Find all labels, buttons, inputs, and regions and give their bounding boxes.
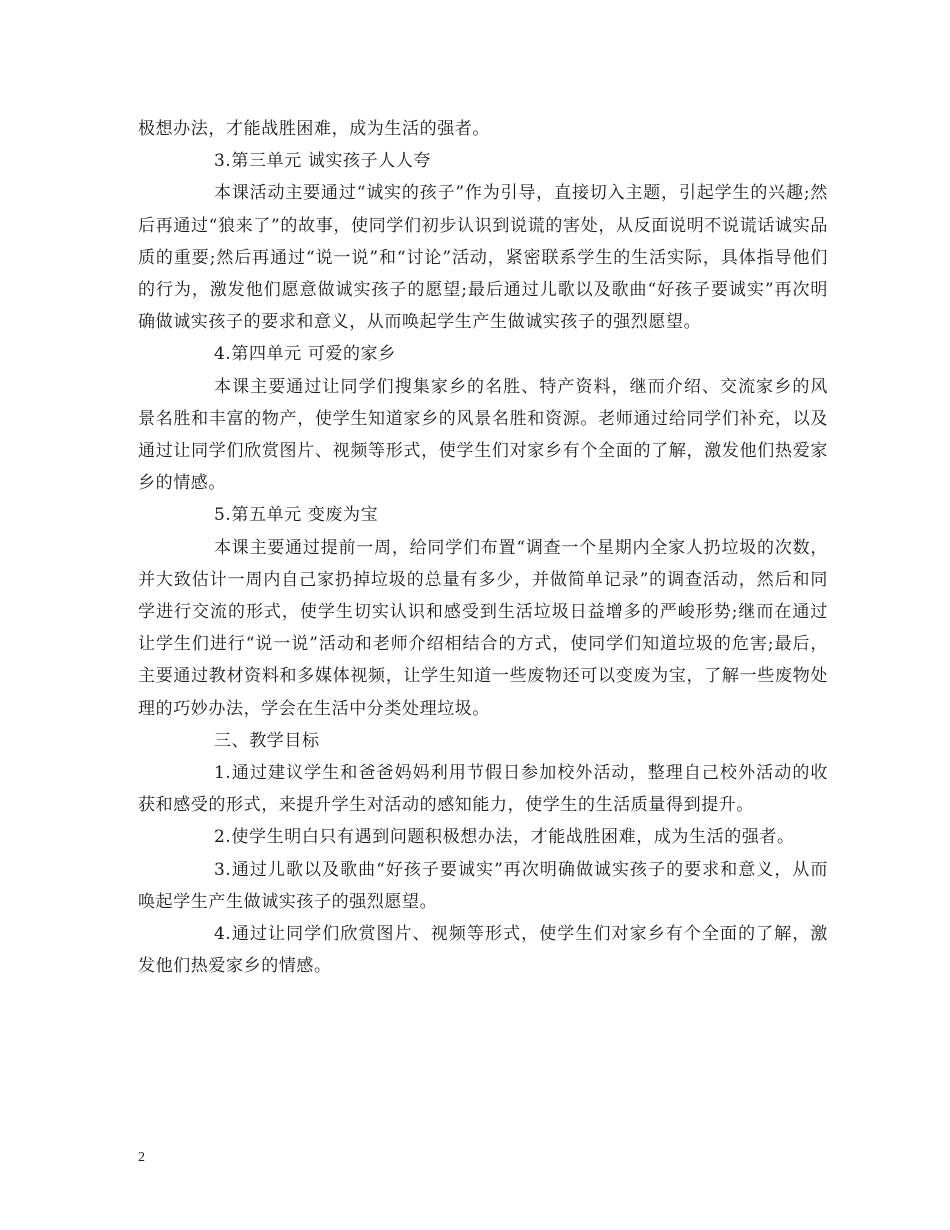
section-heading-unit-3: 3.第三单元 诚实孩子人人夸 [214, 151, 432, 172]
goal-item-3: 3.通过儿歌以及歌曲“好孩子要诚实”再次明确做诚实孩子的要求和意义，从而唤起学生产生做诚实孩子的强烈愿望。 [138, 859, 828, 912]
section-heading-unit-5: 5.第五单元 变废为宝 [214, 505, 379, 526]
document-body [138, 113, 828, 982]
goal-item-1: 1.通过建议学生和爸爸妈妈利用节假日参加校外活动，整理自己校外活动的收获和感受的形式，来提升学生对活动的感知能力，使学生的生活质量得到提升。 [138, 763, 828, 816]
paragraph-unit-4: 本课主要通过让同学们搜集家乡的名胜、特产资料，继而介绍、交流家乡的风景名胜和丰富的物产，使学生知道家乡的风景名胜和资源。老师通过给同学们补充，以及通过让同学们欣赏图片、视频等形式，使学生们对家乡有个全面的了解，激发他们热爱家乡的情感。 [138, 376, 828, 494]
paragraph-continuation: 极想办法，才能战胜困难，成为生活的强者。 [138, 119, 490, 139]
paragraph-unit-5: 本课主要通过提前一周，给同学们布置“调查一个星期内全家人扔垃圾的次数，并大致估计一周内自己家扔掉垃圾的总量有多少，并做简单记录”的调查活动，然后和同学进行交流的形式，使学生切实认识和感受到生活垃圾日益增多的严峻形势;继而在通过让学生们进行“说一说”活动和老师介绍相结合的方式，使同学们知道垃圾的危害;最后，主要通过教材资料和多媒体视频，让学生知道一些废物还可以变废为宝，了解一些废物处理的巧妙办法，学会在生活中分类处理垃圾。 [138, 537, 828, 719]
goal-item-4: 4.通过让同学们欣赏图片、视频等形式，使学生们对家乡有个全面的了解，激发他们热爱家乡的情感。 [138, 924, 828, 977]
section-heading-unit-4: 4.第四单元 可爱的家乡 [214, 344, 396, 365]
paragraph-unit-3: 本课活动主要通过“诚实的孩子”作为引导，直接切入主题，引起学生的兴趣;然后再通过“狼来了”的故事，使同学们初步认识到说谎的害处，从反面说明不说谎话诚实品质的重要;然后再通过“说一说”和“讨论”活动，紧密联系学生的生活实际，具体指导他们的行为，激发他们愿意做诚实孩子的愿望;最后通过儿歌以及歌曲“好孩子要诚实”再次明确做诚实孩子的要求和意义，从而唤起学生产生做诚实孩子的强烈愿望。 [138, 183, 828, 333]
section-heading-teaching-goals: 三、教学目标 [214, 730, 320, 751]
page-number: 2 [138, 1150, 145, 1165]
goal-item-2: 2.使学生明白只有遇到问题积极想办法，才能战胜困难，成为生活的强者。 [214, 827, 795, 848]
